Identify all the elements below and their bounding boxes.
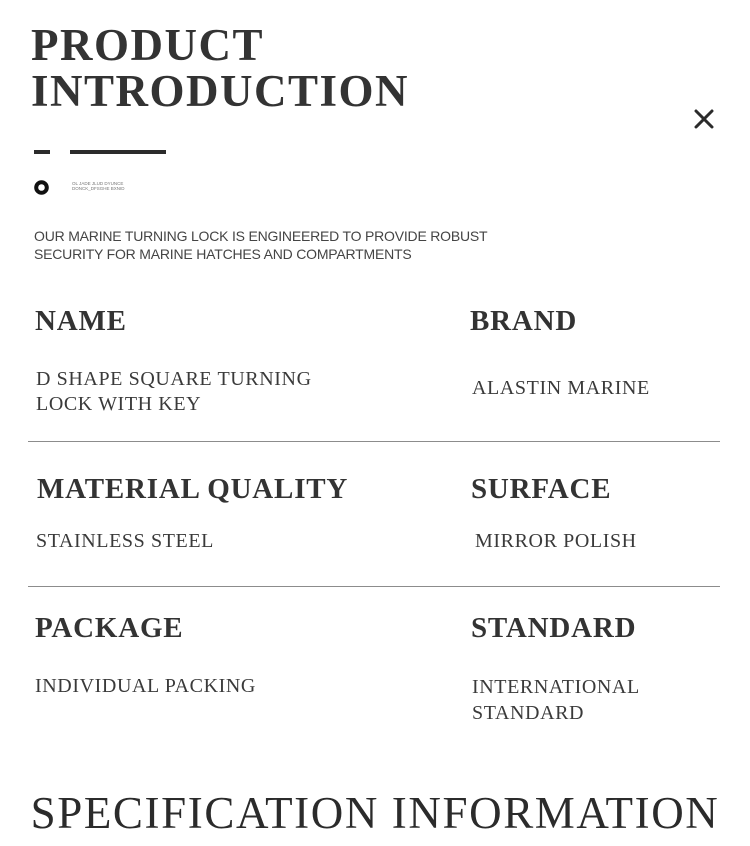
material-value: STAINLESS STEEL (36, 530, 214, 552)
ring-icon (34, 180, 49, 195)
specification-heading: SPECIFICATION INFORMATION (30, 788, 720, 838)
brand-value: ALASTIN MARINE (472, 377, 650, 399)
name-value: D SHAPE SQUARE TURNING LOCK WITH KEY (36, 368, 312, 415)
page-title-line-2: INTRODUCTION (31, 66, 410, 116)
page-title-line-1: PRODUCT (31, 20, 264, 70)
decorative-dash-long (70, 150, 166, 154)
surface-label: SURFACE (471, 473, 612, 505)
name-label: NAME (35, 305, 127, 337)
brand-label: BRAND (470, 305, 578, 337)
surface-value: MIRROR POLISH (475, 530, 637, 552)
standard-value: INTERNATIONAL STANDARD (472, 676, 640, 724)
divider-2 (28, 586, 720, 587)
decorative-dash-short (34, 150, 50, 154)
material-label: MATERIAL QUALITY (37, 473, 349, 505)
package-label: PACKAGE (35, 612, 184, 644)
page-title (31, 22, 409, 114)
package-value: INDIVIDUAL PACKING (35, 675, 256, 697)
intro-text: OUR MARINE TURNING LOCK IS ENGINEERED TO PROVIDE ROBUST SECURITY FOR MARINE HATCHES AND COMPARTMENTS (34, 228, 488, 262)
standard-label: STANDARD (471, 612, 637, 644)
close-icon[interactable] (691, 106, 717, 132)
micro-caption: OL JADE JLUD DYUNCE DONCK_DFSGHE BXNID (72, 181, 125, 191)
divider-1 (28, 441, 720, 442)
